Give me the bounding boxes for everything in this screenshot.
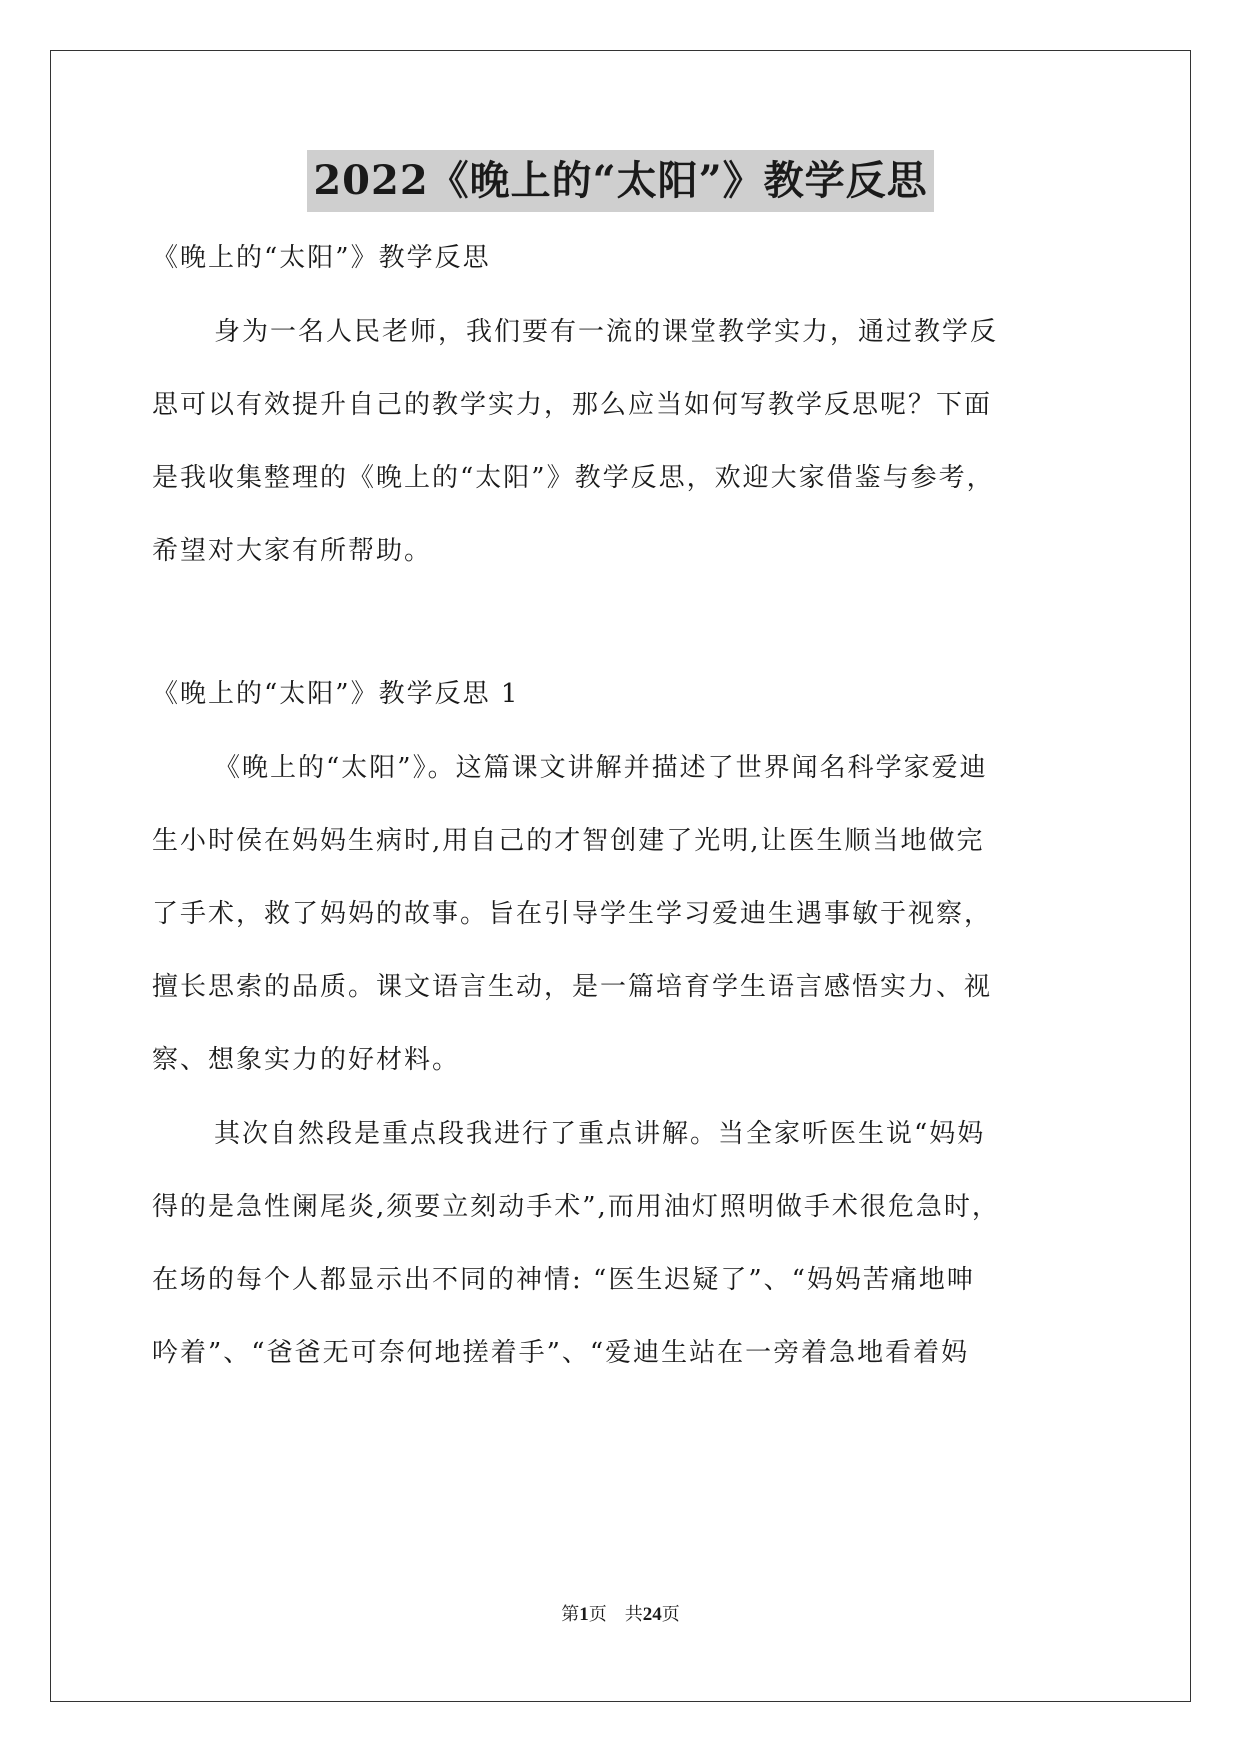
paragraph-line: 察、想象实力的好材料。 bbox=[152, 1045, 461, 1075]
section-heading: 《晚上的“太阳”》教学反思 1 bbox=[152, 679, 520, 709]
paragraph-line: 在场的每个人都显示出不同的神情: “医生迟疑了”、“妈妈苦痛地呻 bbox=[152, 1265, 975, 1295]
title-container bbox=[0, 150, 1241, 212]
paragraph-line: 生小时侯在妈妈生病时,用自己的才智创建了光明,让医生顺当地做完 bbox=[152, 826, 985, 856]
page-border bbox=[50, 50, 1191, 1702]
page-total: 24 bbox=[642, 1604, 662, 1625]
paragraph-line: 擅长思索的品质。课文语言生动，是一篇培育学生语言感悟实力、视 bbox=[152, 972, 993, 1002]
subtitle-line: 《晚上的“太阳”》教学反思 bbox=[152, 243, 491, 273]
paragraph-line: 是我收集整理的《晚上的“太阳”》教学反思，欢迎大家借鉴与参考， bbox=[152, 463, 995, 493]
paragraph-line: 身为一名人民老师，我们要有一流的课堂教学实力，通过教学反 bbox=[214, 317, 999, 347]
paragraph-line: 得的是急性阑尾炎,须要立刻动手术”,而用油灯照明做手术很危急时， bbox=[152, 1192, 1000, 1222]
paragraph-line: 吟着”、“爸爸无可奈何地搓着手”、“爱迪生站在一旁着急地看着妈 bbox=[152, 1338, 970, 1368]
document-title: 2022《晚上的“太阳”》教学反思 bbox=[307, 150, 933, 212]
paragraph-line: 《晚上的“太阳”》。这篇课文讲解并描述了世界闻名科学家爱迪 bbox=[214, 753, 988, 783]
paragraph-line: 其次自然段是重点段我进行了重点讲解。当全家听医生说“妈妈 bbox=[214, 1119, 986, 1149]
page-suffix: 页 bbox=[661, 1604, 680, 1624]
page-footer bbox=[0, 1602, 1241, 1627]
paragraph-line: 希望对大家有所帮助。 bbox=[152, 536, 433, 566]
page-current: 1 bbox=[579, 1604, 589, 1625]
page-prefix: 第 bbox=[561, 1604, 580, 1624]
paragraph-line: 了手术，救了妈妈的故事。旨在引导学生学习爱迪生遇事敏于视察， bbox=[152, 899, 993, 929]
paragraph-line: 思可以有效提升自己的教学实力，那么应当如何写教学反思呢？下面 bbox=[152, 390, 993, 420]
page-mid: 页 共 bbox=[588, 1604, 643, 1624]
